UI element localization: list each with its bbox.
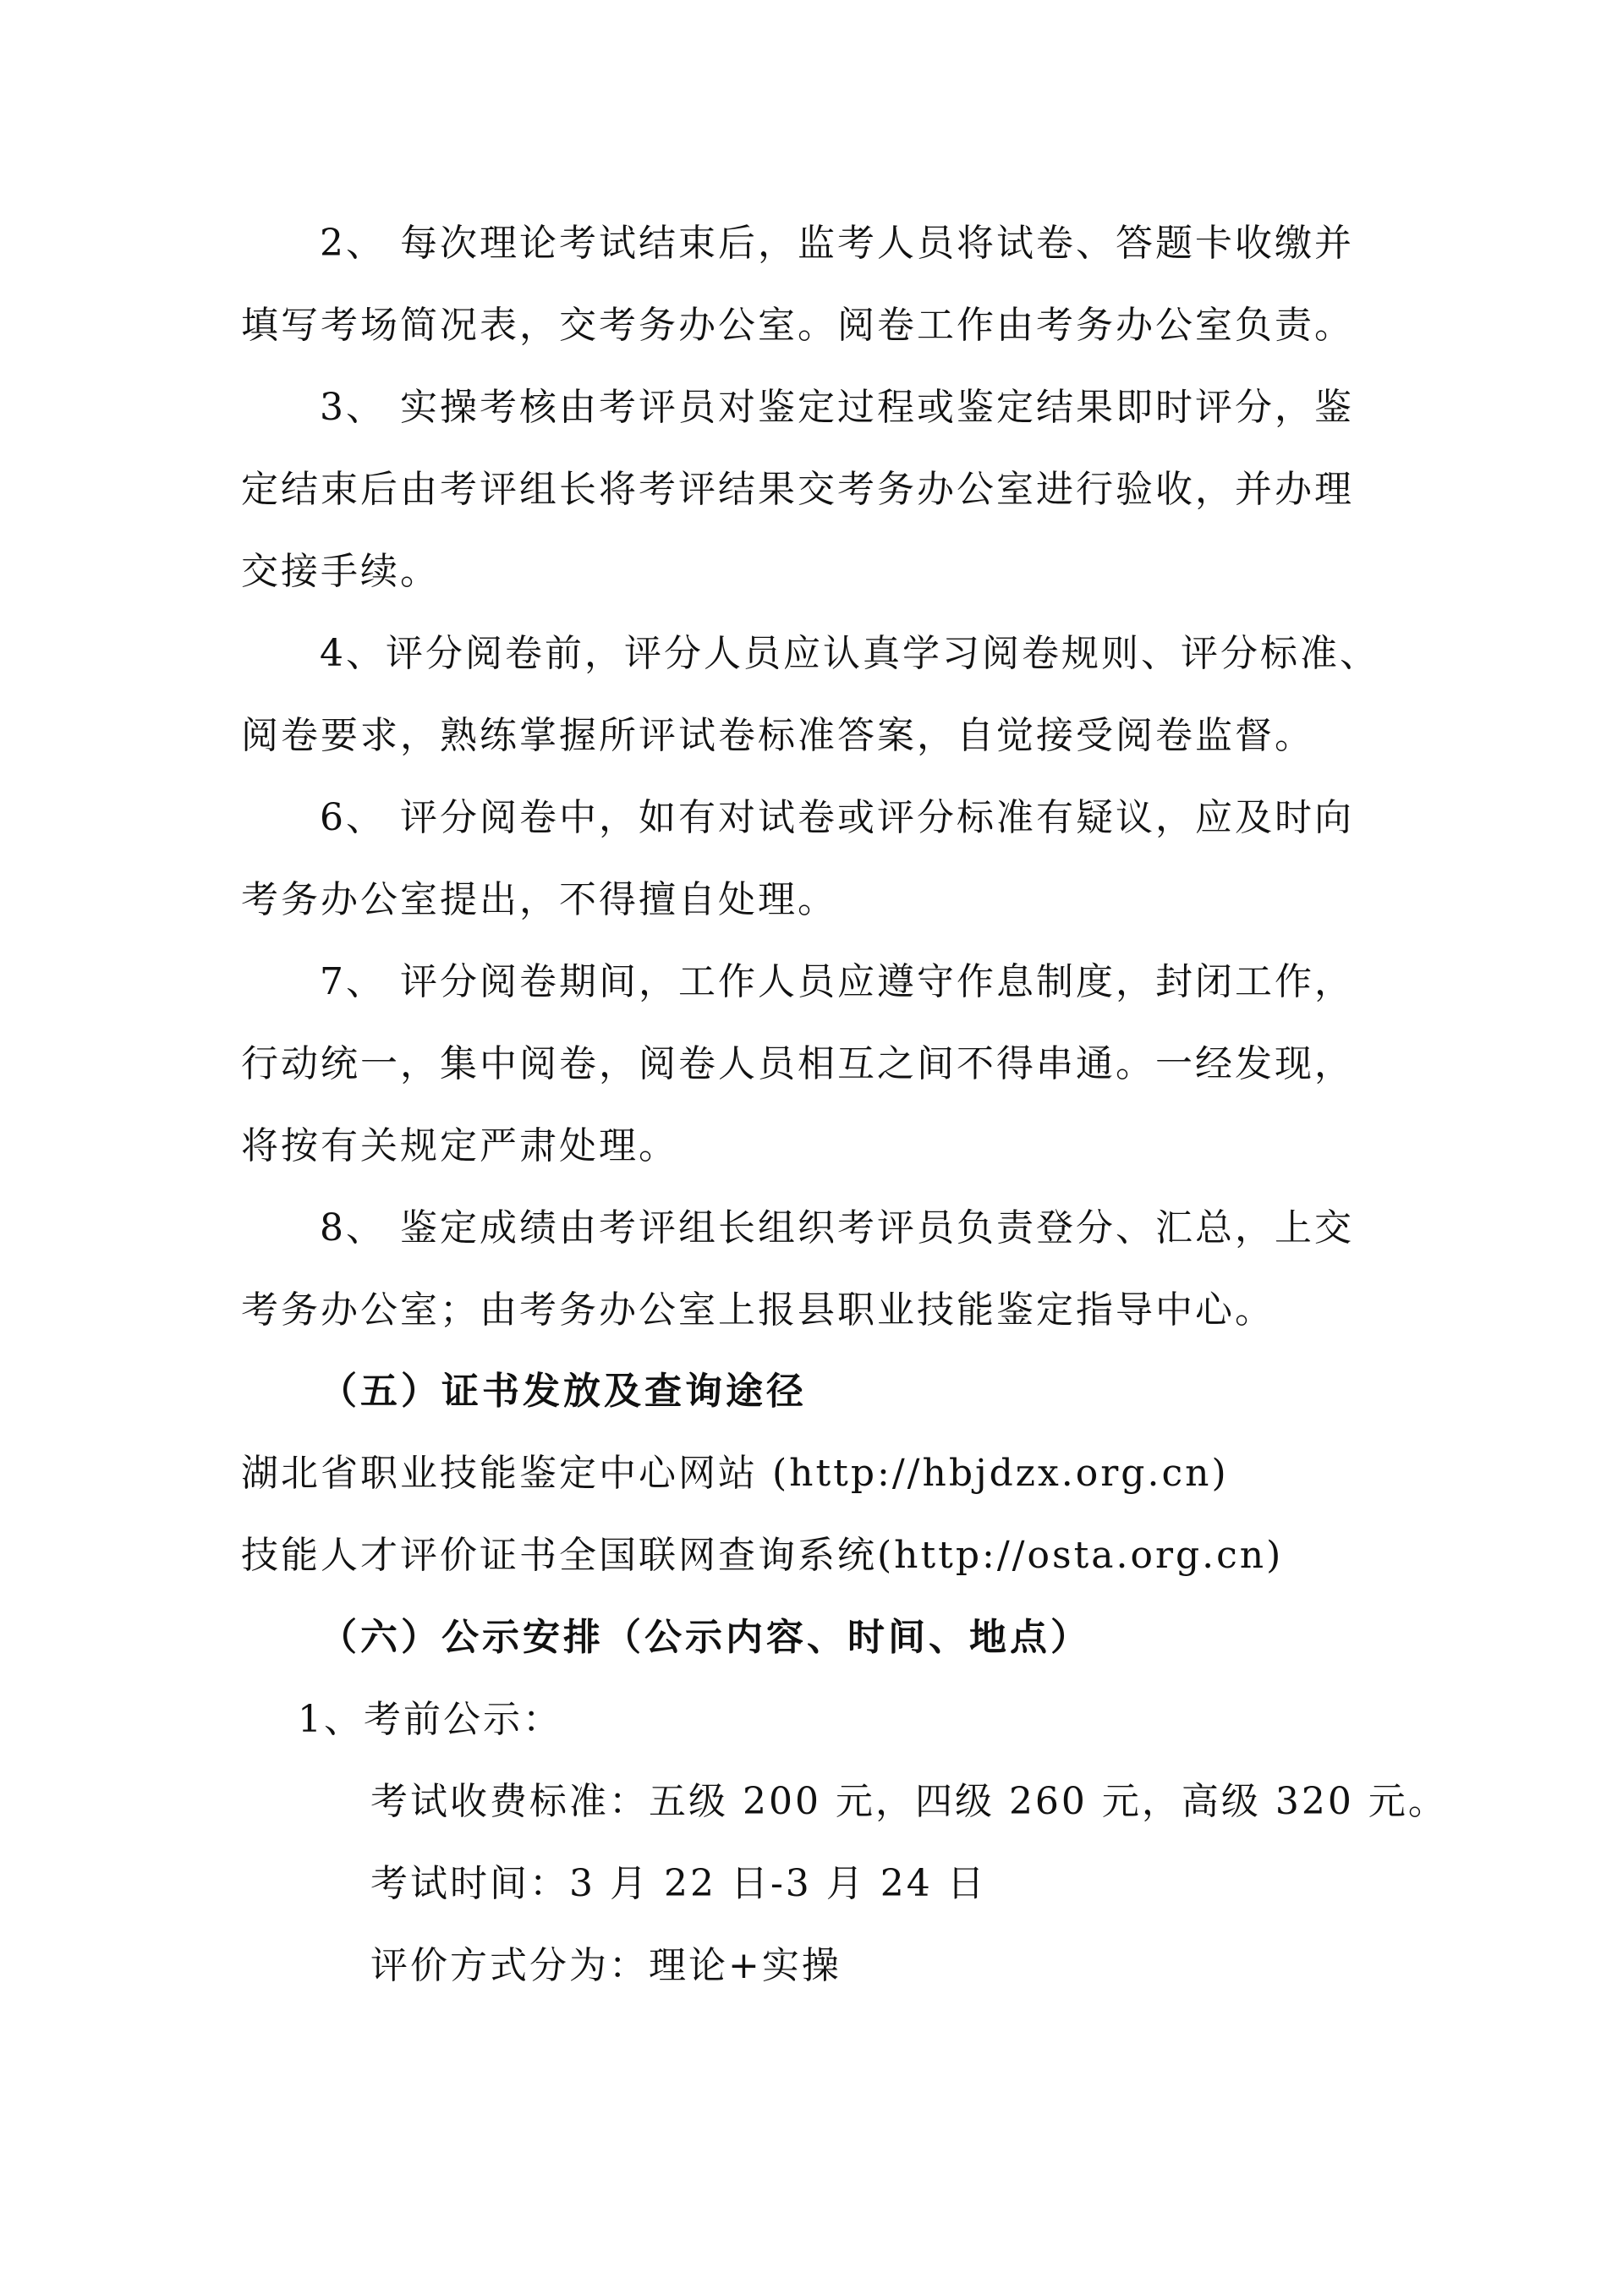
- paragraph-4-line-2: 阅卷要求，熟练掌握所评试卷标准答案，自觉接受阅卷监督。: [241, 714, 1314, 757]
- paragraph-8-line-1: 8、 鉴定成绩由考评组长组织考评员负责登分、汇总，上交: [320, 1206, 1354, 1250]
- paragraph-4-line-1: 4、评分阅卷前，评分人员应认真学习阅卷规则、评分标准、: [320, 632, 1379, 675]
- exam-time-line: 考试时间：3 月 22 日-3 月 24 日: [370, 1862, 987, 1905]
- paragraph-6-line-1: 6、 评分阅卷中，如有对试卷或评分标准有疑议，应及时向: [320, 796, 1354, 839]
- section-5-website-line: 湖北省职业技能鉴定中心网站 (http://hbjdzx.org.cn): [241, 1452, 1229, 1495]
- exam-fee-line: 考试收费标准：五级 200 元，四级 260 元，高级 320 元。: [370, 1780, 1448, 1823]
- paragraph-3-line-3: 交接手续。: [241, 550, 440, 593]
- paragraph-2-line-2: 填写考场简况表，交考务办公室。阅卷工作由考务办公室负责。: [241, 304, 1354, 347]
- paragraph-7-line-3: 将按有关规定严肃处理。: [241, 1124, 678, 1167]
- evaluation-method-line: 评价方式分为：理论+实操: [370, 1944, 842, 1987]
- section-5-query-system-line: 技能人才评价证书全国联网查询系统(http://osta.org.cn): [241, 1534, 1284, 1577]
- paragraph-3-line-2: 定结束后由考评组长将考评结果交考务办公室进行验收，并办理: [241, 468, 1354, 511]
- paragraph-3-line-1: 3、 实操考核由考评员对鉴定过程或鉴定结果即时评分，鉴: [320, 386, 1354, 429]
- paragraph-2-line-1: 2、 每次理论考试结束后，监考人员将试卷、答题卡收缴并: [320, 222, 1354, 265]
- paragraph-7-line-2: 行动统一，集中阅卷，阅卷人员相互之间不得串通。一经发现，: [241, 1042, 1354, 1085]
- section-6-item-1-label: 1、考前公示：: [298, 1698, 562, 1741]
- section-5-heading: （五）证书发放及查询途径: [320, 1370, 807, 1413]
- paragraph-8-line-2: 考务办公室；由考务办公室上报县职业技能鉴定指导中心。: [241, 1288, 1275, 1332]
- section-6-heading: （六）公示安排（公示内容、时间、地点）: [320, 1616, 1091, 1659]
- paragraph-7-line-1: 7、 评分阅卷期间，工作人员应遵守作息制度，封闭工作，: [320, 960, 1354, 1003]
- paragraph-6-line-2: 考务办公室提出，不得擅自处理。: [241, 878, 837, 921]
